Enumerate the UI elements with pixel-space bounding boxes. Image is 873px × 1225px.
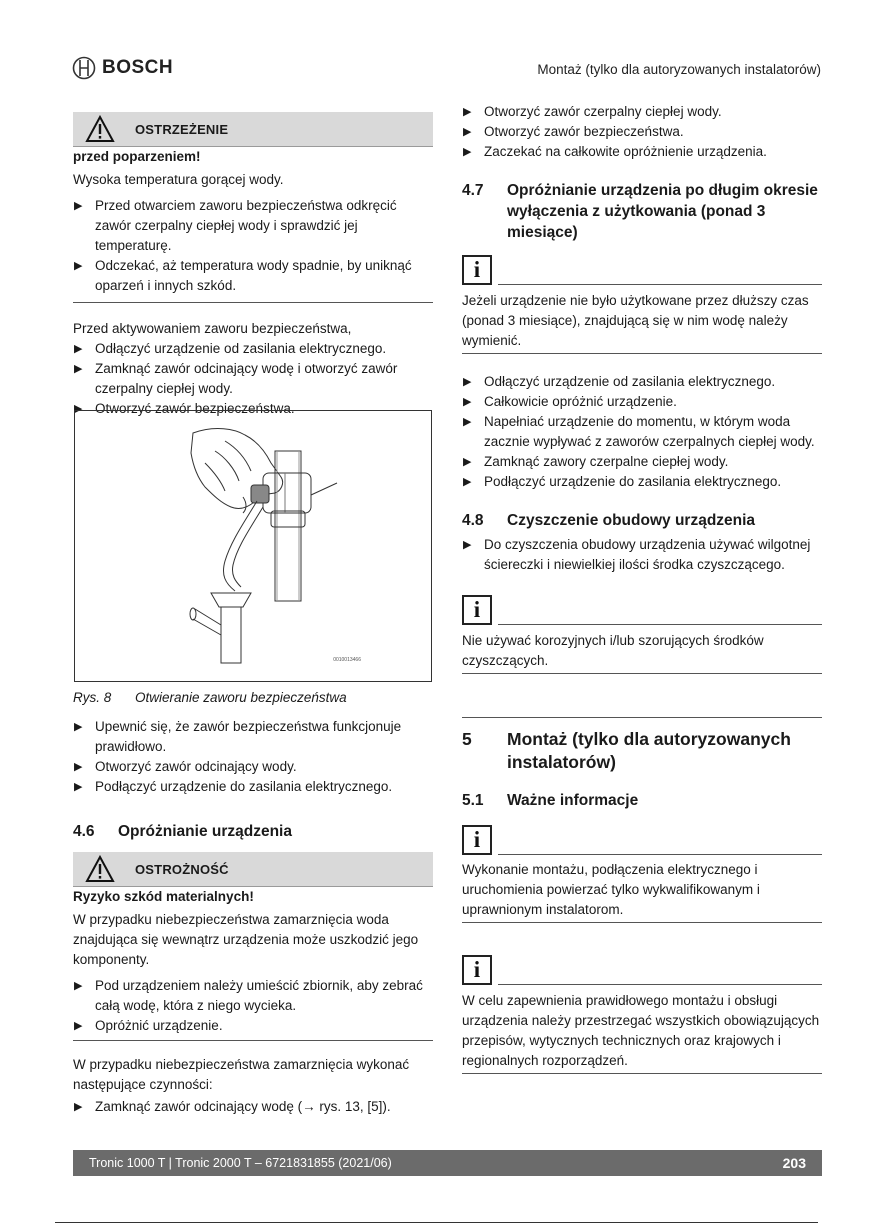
section-heading-5-1: 5.1 Ważne informacje [462,792,639,809]
list-item: ▶ Odłączyć urządzenie od zasilania elektrycznego. [73,339,433,359]
divider [462,1073,822,1074]
list-item: ▶ Odłączyć urządzenie od zasilania elektrycznego. [462,372,822,392]
top-list [462,102,822,162]
list-item: ▶ Otworzyć zawór bezpieczeństwa. [73,399,433,419]
list-item: ▶ Zamknąć zawory czerpalne ciepłej wody. [462,452,822,472]
footer-doc-info: Tronic 1000 T | Tronic 2000 T – 6721831855 (2021/06) [89,1156,392,1170]
bullet-arrow-icon: ▶ [463,106,472,118]
list-item: ▶ Pod urządzeniem należy umieścić zbiornik, aby zebrać całą wodę, która z niego wycieka. [74,978,423,1013]
list-item: ▶ Opróżnić urządzenie. [73,1016,433,1036]
warning-block [73,112,433,419]
caution-label: OSTROŻNOŚĆ [135,861,229,877]
bullet-arrow-icon: ▶ [463,476,472,488]
caption-text: Otwieranie zaworu bezpieczeństwa [135,690,347,705]
sec47-list [462,372,822,492]
bosch-armature-icon [72,56,96,80]
bullet-arrow-icon: ▶ [463,456,472,468]
list-item: ▶ Przed otwarciem zaworu bezpieczeństwa odkręcić zawór czerpalny ciepłej wody i sprawdzić jej temperaturę. [74,198,397,253]
list-item: ▶ Otworzyć zawór odcinający wody. [73,757,433,777]
freeze-list [73,1097,433,1117]
figure-code: 0010013466 [333,657,361,663]
info-icon: i [462,825,492,855]
info-text-4: W celu zapewnienia prawidłowego montażu i obsługi urządzenia należy przestrzegać wszystkich obowiązujących przepisów, wytycznych technicznych oraz krajowych i regionalnych rozporządzeń. [462,993,820,1068]
bullet-arrow-icon: ▶ [74,363,83,375]
info-icon: i [462,255,492,285]
brand-logo [72,56,173,80]
chapter-rule [462,717,822,718]
bullet-arrow-icon: ▶ [463,396,472,408]
left-lower [73,717,433,1117]
divider [73,1040,433,1041]
figure-caption [73,690,347,705]
list-item: ▶ Odczekać, aż temperatura wody spadnie, by uniknąć oparzeń i innych szkód. [74,258,412,293]
list-item: ▶ Napełniać urządzenie do momentu, w którym woda zacznie wypływać z zaworów czerpalnych ciepłej wody. [463,414,815,449]
list-item: ▶ Zamknąć zawór odcinający wodę (→ rys. 13, [5]). [73,1097,433,1117]
bullet-arrow-icon: ▶ [74,761,83,773]
bullet-arrow-icon: ▶ [74,200,83,212]
caption-number: Rys. 8 [73,690,112,705]
warning-triangle-icon [85,855,115,883]
list-item: ▶ Zaczekać na całkowite opróżnienie urządzenia. [462,142,822,162]
warning-text: Wysoka temperatura gorącej wody. [73,172,284,187]
bullet-arrow-icon: ▶ [74,721,83,733]
sec48-list [462,535,822,575]
bullet-arrow-icon: ▶ [463,126,472,138]
info-icon: i [462,955,492,985]
section-heading-4-8: 4.8 Czyszczenie obudowy urządzenia [462,512,756,529]
list-item: ▶ Otworzyć zawór bezpieczeństwa. [462,122,822,142]
divider [462,922,822,923]
list-item: ▶ Zamknąć zawór odcinający wodę i otworzyć zawór czerpalny ciepłej wody. [74,361,398,396]
divider [462,353,822,354]
running-header: Montaż (tylko dla autoryzowanych instalatorów) [537,62,821,77]
info-text-3: Wykonanie montażu, podłączenia elektrycznego i uruchomienia powierzać tylko wykwalifikowanym i uprawnionym instalatorom. [462,862,760,917]
section-heading-4-6: 4.6 Opróżnianie urządzenia [73,823,292,840]
brand-name: BOSCH [102,57,174,78]
warning-subtitle: przed poparzeniem! [73,149,201,164]
freeze-text: W przypadku niebezpieczeństwa zamarznięcia wykonać następujące czynności: [73,1057,410,1092]
info-row [462,953,822,985]
info-row [462,253,822,285]
bottom-rule [55,1222,818,1223]
list-item: ▶ Upewnić się, że zawór bezpieczeństwa funkcjonuje prawidłowo. [74,719,402,754]
info-line [498,623,822,625]
info-line [498,983,822,985]
right-column [462,102,822,1074]
caution-subtitle: Ryzyko szkód materialnych! [73,889,254,904]
bullet-arrow-icon: ▶ [74,781,83,793]
bullet-arrow-icon: ▶ [74,1101,83,1113]
caution-bar [73,852,433,887]
bullet-arrow-icon: ▶ [74,260,83,272]
before-list [73,339,433,419]
caution-list [73,976,433,1036]
warning-list [73,196,433,296]
info-row [462,593,822,625]
list-item: ▶ Podłączyć urządzenie do zasilania elektrycznego. [462,472,822,492]
list-item: ▶ Do czyszczenia obudowy urządzenia używać wilgotnej ściereczki i niewielkiej ilości środka czyszczącego. [463,537,811,572]
info-text-1: Jeżeli urządzenie nie było użytkowane przez dłuższy czas (ponad 3 miesiące), znajdującą się w nim wodę należy wymienić. [462,293,809,348]
valve-illustration [75,411,431,681]
bullet-arrow-icon: ▶ [463,146,472,158]
bullet-arrow-icon: ▶ [463,539,472,551]
bullet-arrow-icon: ▶ [74,1020,83,1032]
bullet-arrow-icon: ▶ [74,343,83,355]
bullet-arrow-icon: ▶ [463,376,472,388]
footer-bar [73,1150,822,1176]
page-number: 203 [782,1155,806,1171]
caution-text: W przypadku niebezpieczeństwa zamarznięcia woda znajdująca się wewnątrz urządzenia może uszkodzić jego komponenty. [73,912,419,967]
info-line [498,283,822,285]
list-item: ▶ Całkowicie opróżnić urządzenie. [462,392,822,412]
before-text: Przed aktywowaniem zaworu bezpieczeństwa, [73,321,352,336]
warning-bar [73,112,433,147]
warning-label: OSTRZEŻENIE [135,121,229,137]
bullet-arrow-icon: ▶ [74,403,83,415]
after-list [73,717,433,797]
figure-safety-valve [74,410,432,682]
bullet-arrow-icon: ▶ [463,416,472,428]
info-icon: i [462,595,492,625]
info-line [498,853,822,855]
section-heading-5: 5 Montaż (tylko dla autoryzowanych instalatorów) [462,729,791,772]
list-item: ▶ Otworzyć zawór czerpalny ciepłej wody. [462,102,822,122]
warning-triangle-icon [85,115,115,143]
info-text-2: Nie używać korozyjnych i/lub szorujących środków czyszczących. [462,633,764,668]
list-item: ▶ Podłączyć urządzenie do zasilania elektrycznego. [73,777,433,797]
divider [462,673,822,674]
info-row [462,823,822,855]
divider [73,302,433,303]
section-heading-4-7: 4.7 Opróżnianie urządzenia po długim okresie wyłączenia z użytkowania (ponad 3 miesiące) [462,182,818,241]
bullet-arrow-icon: ▶ [74,980,83,992]
